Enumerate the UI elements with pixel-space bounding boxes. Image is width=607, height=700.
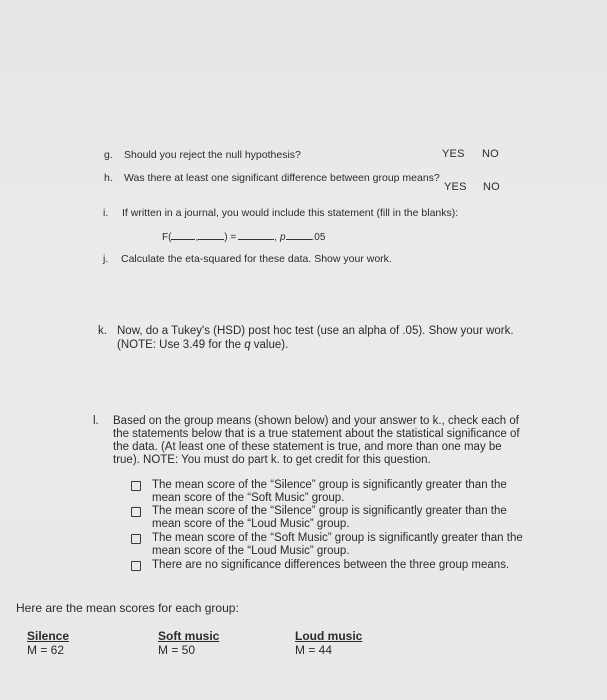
option-line2: mean score of the “Loud Music” group.: [152, 518, 350, 530]
q-symbol: q: [244, 339, 251, 351]
group-name: Silence: [27, 629, 70, 643]
checkbox[interactable]: [131, 507, 141, 517]
blank-p-operator[interactable]: [286, 230, 312, 240]
question-g-text: Should you reject the null hypothesis?: [124, 149, 301, 161]
option-soft-gt-loud[interactable]: [132, 532, 542, 558]
question-j-text: Calculate the eta-squared for these data. Show your work.: [121, 253, 392, 265]
option-line2: mean score of the “Soft Music” group.: [152, 492, 345, 504]
formula-p: p: [279, 232, 286, 243]
option-no-differences[interactable]: [132, 559, 542, 572]
question-h-letter: h.: [104, 172, 113, 184]
means-intro: Here are the mean scores for each group:: [16, 601, 239, 615]
question-g-yes[interactable]: YES: [442, 148, 465, 160]
option-line1: There are no significance differences between the three group means.: [152, 559, 510, 571]
question-i-letter: i.: [103, 207, 109, 219]
formula-close-eq: ) =: [224, 232, 237, 243]
question-h-no[interactable]: NO: [483, 181, 500, 193]
blank-f-value[interactable]: [238, 230, 274, 240]
question-k-line1: Now, do a Tukey's (HSD) post hoc test (use an alpha of .05). Show your work.: [117, 325, 514, 337]
option-silence-gt-loud[interactable]: [132, 505, 542, 531]
question-k-letter: k.: [98, 325, 107, 337]
question-g-letter: g.: [104, 149, 113, 161]
group-name: Soft music: [158, 629, 220, 643]
checkbox[interactable]: [131, 481, 141, 491]
question-l-line2: the statements below that is a true statement about the statistical significance of: [113, 428, 520, 440]
question-k-line2-pre: (NOTE: Use 3.49 for the: [117, 339, 245, 351]
formula-f: F(: [162, 232, 172, 243]
question-g-no[interactable]: NO: [482, 148, 499, 160]
question-k-line2: [117, 339, 288, 352]
question-l-line1: Based on the group means (shown below) and your answer to k., check each of: [113, 415, 519, 427]
group-mean: M = 50: [158, 643, 196, 657]
option-line1: The mean score of the “Soft Music” group is significantly greater than the: [152, 532, 523, 544]
blank-df2[interactable]: [198, 230, 224, 240]
option-silence-gt-soft[interactable]: [132, 479, 542, 505]
question-k-line2-post: value).: [250, 339, 289, 351]
option-line1: The mean score of the “Silence” group is significantly greater than the: [152, 479, 507, 491]
question-h-text: Was there at least one significant difference between group means?: [124, 172, 440, 184]
group-mean: M = 62: [27, 643, 65, 657]
group-loud-music: [295, 629, 362, 657]
option-line2: mean score of the “Loud Music” group.: [152, 545, 350, 557]
formula-comma: ,: [195, 232, 199, 243]
question-i-formula: [162, 230, 325, 244]
question-j-letter: j.: [103, 253, 109, 265]
checkbox[interactable]: [131, 534, 141, 544]
blank-df1[interactable]: [171, 230, 195, 240]
group-name: Loud music: [295, 629, 363, 643]
question-h-yes[interactable]: YES: [444, 181, 467, 193]
formula-comma2: ,: [274, 232, 277, 243]
group-mean: M = 44: [295, 643, 333, 657]
question-i-text: If written in a journal, you would include this statement (fill in the blanks):: [122, 207, 459, 219]
question-l-line4: true). NOTE: You must do part k. to get credit for this question.: [113, 454, 431, 466]
checkbox[interactable]: [131, 561, 141, 571]
group-silence: [27, 629, 69, 657]
formula-alpha: .05: [311, 232, 326, 243]
group-soft-music: [158, 629, 219, 657]
question-l-letter: l.: [93, 415, 99, 427]
question-l-line3: the data. (At least one of these statement is true, and more than one may be: [113, 441, 502, 453]
option-line1: The mean score of the “Silence” group is significantly greater than the: [152, 505, 507, 517]
